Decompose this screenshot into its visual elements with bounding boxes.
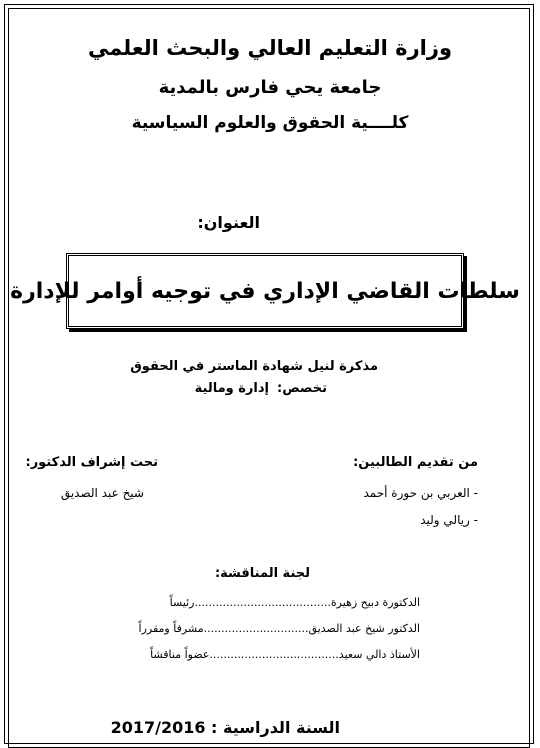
faculty-name: كلــــية الحقوق والعلوم السياسية: [131, 113, 409, 133]
committee-member: الدكتورة دبيح زهيرة.......................................رئيساً: [169, 596, 420, 609]
specialty-value: إدارة ومالية: [194, 381, 269, 396]
university-name: جامعة يحي فارس بالمدية: [158, 77, 382, 98]
specialty-line: [195, 381, 327, 396]
ministry-name: وزارة التعليم العالي والبحث العلمي: [87, 36, 453, 60]
title-box: [10, 253, 520, 329]
student-name: - العربي بن حورة أحمد: [363, 486, 478, 500]
specialty-label: تخصص:: [277, 381, 327, 396]
degree-statement: مذكرة لنيل شهادة الماستر في الحقوق: [130, 359, 378, 374]
students-heading: من تقديم الطالبين:: [353, 455, 478, 470]
title-label: العنوان:: [197, 213, 260, 232]
supervisor-heading: تحت إشراف الدكتور:: [25, 455, 158, 470]
supervisor-name: شيخ عبد الصديق: [60, 486, 144, 500]
committee-heading: لجنة المناقشة:: [214, 566, 310, 581]
student-name: - ريالي وليد: [420, 513, 478, 527]
committee-member: الدكتور شيخ عبد الصديق..............................مشرفاً ومقرراً: [138, 622, 420, 635]
committee-member: الأستاذ دالي سعيد.....................................عضواً مناقشاً: [150, 648, 420, 661]
thesis-title: سلطات القاضي الإداري في توجيه أوامر للإدارة: [10, 278, 520, 304]
academic-year: السنة الدراسية : 2017/2016: [110, 718, 340, 737]
